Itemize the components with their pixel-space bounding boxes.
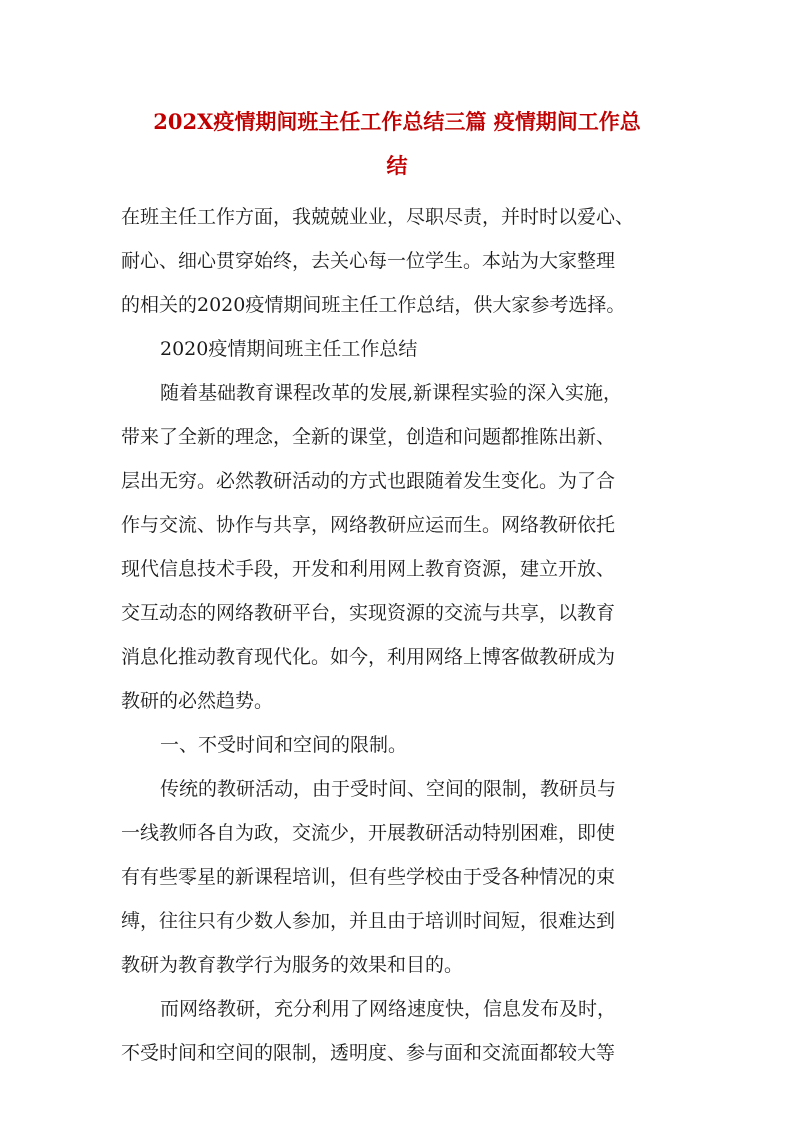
body-line: 耐心、细心贯穿始终，去关心每一位学生。本站为大家整理 [121, 250, 616, 272]
body-line: 的相关的2020疫情期间班主任工作总结，供大家参考选择。 [121, 294, 626, 316]
document-title [100, 100, 694, 188]
body-line: 作与交流、协作与共享，网络教研应运而生。网络教研依托 [121, 514, 616, 536]
body-line: 传统的教研活动，由于受时间、空间的限制，教研员与 [160, 778, 617, 800]
body-line: 一线教师各自为政，交流少，开展教研活动特别困难，即使 [121, 822, 616, 844]
body-line: 随着基础教育课程改革的发展,新课程实验的深入实施， [160, 382, 623, 404]
body-line: 带来了全新的理念，全新的课堂，创造和问题都推陈出新、 [121, 426, 616, 448]
body-line: 不受时间和空间的限制，透明度、参与面和交流面都较大等 [121, 1042, 616, 1064]
body-line: 在班主任工作方面，我兢兢业业，尽职尽责，并时时以爱心、 [121, 206, 635, 228]
body-line: 教研的必然趋势。 [121, 690, 274, 712]
section-heading: 2020疫情期间班主任工作总结 [160, 338, 418, 360]
title-line-1: 202X疫情期间班主任工作总结三篇 疫情期间工作总 [153, 109, 641, 134]
body-line: 而网络教研，充分利用了网络速度快，信息发布及时， [160, 998, 617, 1020]
body-line: 现代信息技术手段，开发和利用网上教育资源，建立开放、 [121, 558, 616, 580]
body-line: 消息化推动教育现代化。如今，利用网络上博客做教研成为 [121, 646, 616, 668]
body-line: 缚，往往只有少数人参加，并且由于培训时间短，很难达到 [121, 910, 616, 932]
body-line: 教研为教育教学行为服务的效果和目的。 [121, 954, 464, 976]
title-line-2: 结 [386, 153, 408, 178]
section-heading: 一、不受时间和空间的限制。 [160, 734, 408, 756]
body-line: 有有些零星的新课程培训，但有些学校由于受各种情况的束 [121, 866, 616, 888]
body-line: 层出无穷。必然教研活动的方式也跟随着发生变化。为了合 [121, 470, 616, 492]
body-line: 交互动态的网络教研平台，实现资源的交流与共享，以教育 [121, 602, 616, 624]
